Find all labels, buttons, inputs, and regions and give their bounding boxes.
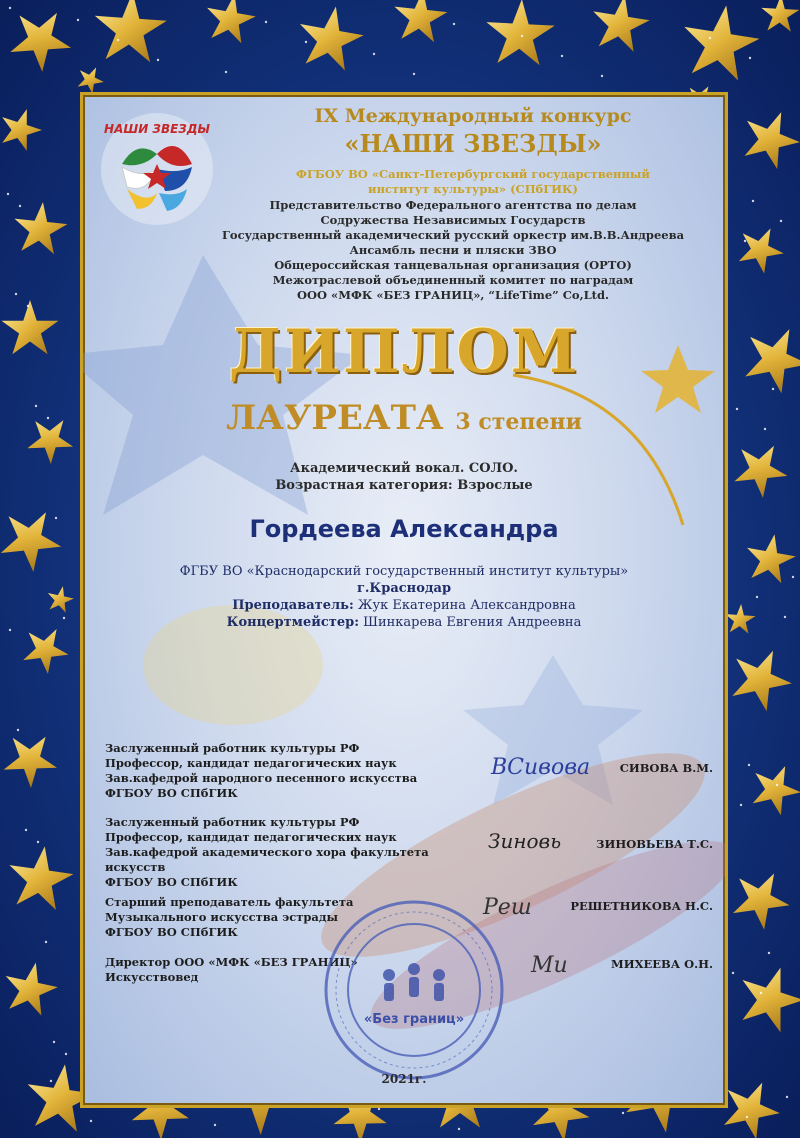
- institution: ФГБУ ВО «Краснодарский государственный институт культуры»: [179, 564, 629, 579]
- signature-1: ВСивова: [491, 755, 591, 780]
- signature-2: Зиновь: [488, 829, 562, 853]
- organizer-line: Содружества Независимых Государств: [320, 213, 586, 227]
- diploma-panel: [80, 92, 728, 1108]
- signature-3: Реш: [483, 895, 532, 920]
- laureate-line: [83, 398, 725, 438]
- organizer-line: ООО «МФК «БЕЗ ГРАНИЦ», “LifeTime” Co,Ltd.: [296, 288, 610, 302]
- recipient-name: Гордеева Александра: [249, 515, 559, 543]
- signatory-1: Заслуженный работник культуры РФ Профессор, кандидат педагогических наук Зав.кафедрой народного песенного искусства ФГБОУ ВО СПбГИК: [105, 741, 418, 800]
- signatory-3: Старший преподаватель факультета Музыкального искусства эстрады ФГБОУ ВО СПбГИК: [105, 895, 354, 939]
- organizer-line: Общероссийская танцевальная организация (ОРТО): [274, 258, 632, 272]
- signatory-1-name: СИВОВА В.М.: [619, 761, 713, 775]
- organizer-line: Ансамбль песни и пляски ЗВО: [349, 243, 557, 257]
- issue-year: 2021г.: [381, 1072, 427, 1086]
- contest-logo: [97, 109, 217, 229]
- stamp-text: «Без границ»: [363, 1012, 465, 1027]
- logo-text: НАШИ ЗВЕЗДЫ: [104, 122, 210, 136]
- laureate-word: ЛАУРЕАТА: [226, 398, 444, 438]
- signatory-3-name: РЕШЕТНИКОВА Н.С.: [570, 899, 713, 913]
- organizer-line: Межотраслевой объединенный комитет по наградам: [272, 273, 634, 287]
- institution-block: [83, 563, 725, 631]
- signatory-2: Заслуженный работник культуры РФ Профессор, кандидат педагогических наук Зав.кафедрой академического хора факультета искусств ФГБОУ ВО СПбГИК: [105, 815, 429, 889]
- teacher: Преподаватель: Жук Екатерина Александровна: [232, 598, 576, 613]
- city: г.Краснодар: [356, 581, 452, 596]
- contest-edition: IX Международный конкурс: [314, 105, 632, 127]
- signatory-2-name: ЗИНОВЬЕВА Т.С.: [596, 837, 713, 851]
- nomination: Академический вокал. СОЛО.: [290, 461, 518, 476]
- organizer-spbguk: ФГБОУ ВО «Санкт-Петербургский государственный институт культуры» (СПбГИК): [296, 167, 650, 196]
- organizer-line: Представительство Федерального агентства по делам: [269, 198, 637, 212]
- signatory-4-name: МИХЕЕВА О.Н.: [610, 957, 713, 971]
- accompanist: Концертмейстер: Шинкарева Евгения Андреевна: [226, 615, 582, 630]
- degree: 3 степени: [455, 409, 582, 435]
- signatory-4: Директор ООО «МФК «БЕЗ ГРАНИЦ» Искусствовед: [105, 955, 358, 984]
- organizers-list: [203, 198, 703, 303]
- age-category: Возрастная категория: Взрослые: [275, 478, 533, 493]
- contest-name: «НАШИ ЗВЕЗДЫ»: [344, 129, 602, 158]
- signature-4: Ми: [531, 953, 568, 978]
- organization-stamp: [319, 895, 509, 1085]
- diploma-title: ДИПЛОМ: [228, 317, 580, 387]
- organizer-line: Государственный академический русский оркестр им.В.В.Андреева: [221, 228, 685, 242]
- category: [83, 461, 725, 493]
